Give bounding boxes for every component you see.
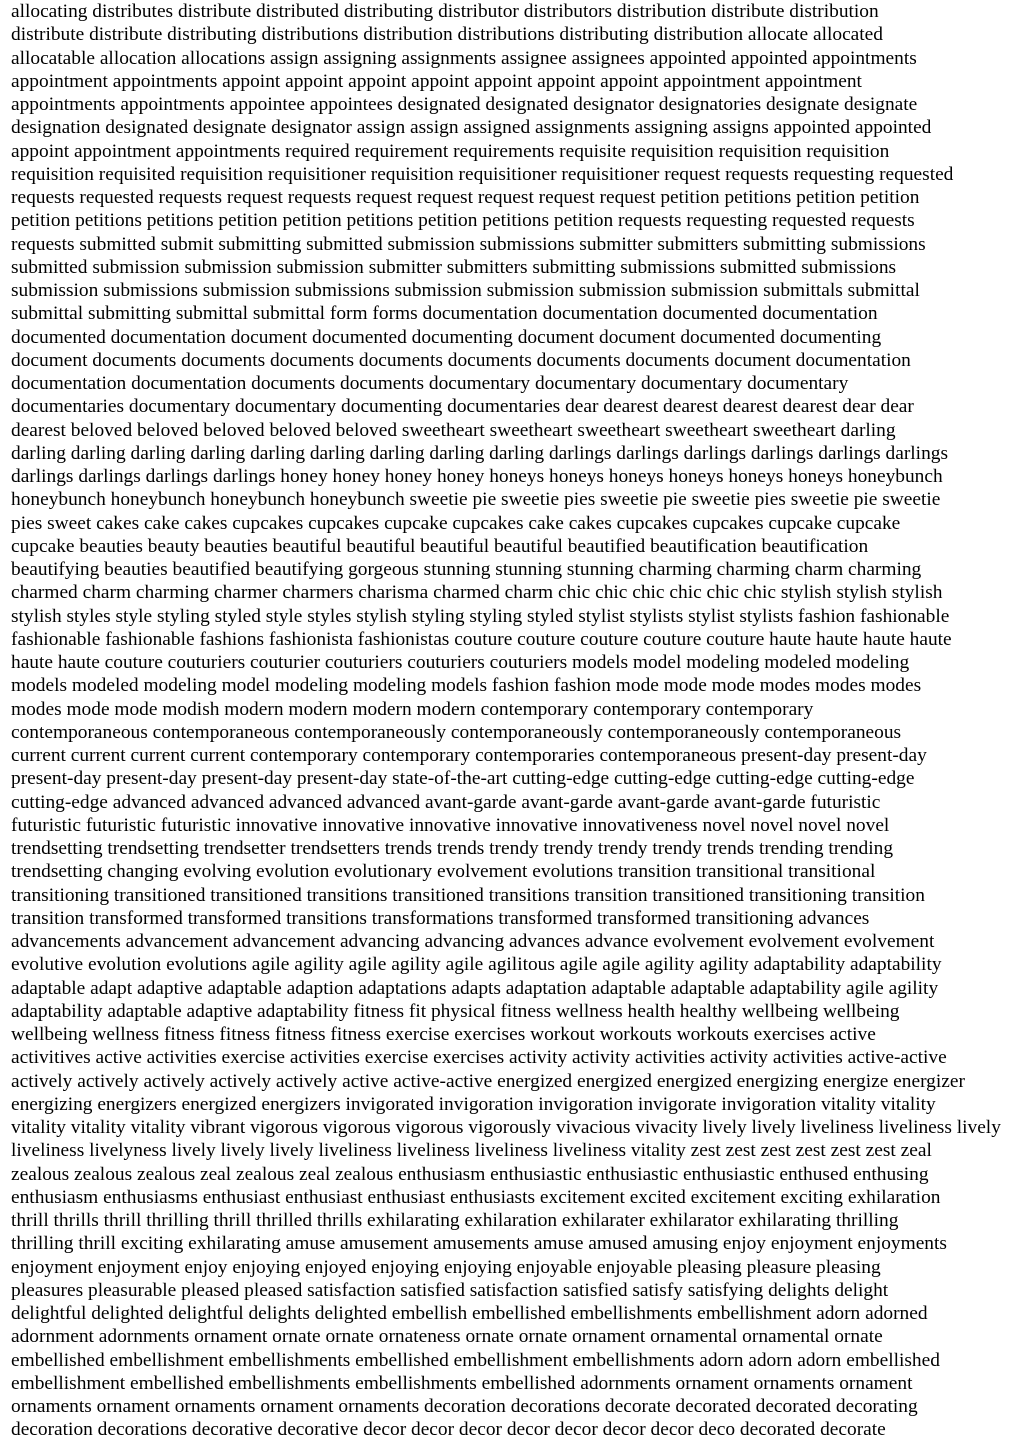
text-line: petition petitions petitions petition petition petitions petition petitions petition requests requesting requested requests bbox=[11, 210, 915, 232]
text-line: thrill thrills thrill thrilling thrill thrilled thrills exhilarating exhilaration exhilarater exhilarator exhilarating thrilling bbox=[11, 1210, 899, 1231]
text-line: adornment adornments ornament ornate ornate ornateness ornate ornate ornament ornamental ornamental ornate bbox=[11, 1326, 883, 1348]
text-line: designation designated designate designator assign assign assigned assignments assigning assigns appointed appointed bbox=[11, 117, 932, 139]
text-line: requisition requisited requisition requisitioner requisition requisitioner requisitioner request requests requesting requested bbox=[11, 163, 954, 185]
text-line: embellished embellishment embellishments embellished embellishment embellishments adorn adorn adorn embellished bbox=[11, 1349, 940, 1371]
text-line: enthusiasm enthusiasms enthusiast enthusiast enthusiast enthusiasts excitement excited excitement exciting exhilaration bbox=[11, 1186, 941, 1208]
text-line: decoration decorations decorative decorative decor decor decor decor decor decor decor deco decorated decorate bbox=[11, 1419, 886, 1441]
text-line: enjoyment enjoyment enjoy enjoying enjoyed enjoying enjoying enjoyable enjoyable pleasing pleasure pleasing bbox=[11, 1256, 881, 1278]
text-line: submittal submitting submittal submittal form forms documentation documentation documented documentation bbox=[11, 303, 878, 325]
text-line: trendsetting changing evolving evolution evolutionary evolvement evolutions transition transitional transitional bbox=[11, 861, 876, 883]
text-line: document documents documents documents documents documents documents documents document documentation bbox=[11, 349, 911, 371]
text-line: delightful delighted delightful delights delighted embellish embellished embellishments embellishment adorn adorned bbox=[11, 1303, 928, 1324]
text-line: fashionable fashionable fashions fashionista fashionistas couture couture couture couture couture haute haute haute haute bbox=[11, 628, 952, 650]
text-line: trendsetting trendsetting trendsetter trendsetters trends trends trendy trendy trendy trendy trends trending trending bbox=[11, 838, 894, 859]
text-line: actively actively actively actively actively active active-active energized energized energized energizing energize energizer bbox=[11, 1070, 965, 1092]
text-line: documentation documentation documents documents documentary documentary documentary documentary bbox=[11, 373, 849, 394]
text-line: appointments appointments appointee appointees designated designated designator designatories designate designate bbox=[11, 94, 918, 115]
text-line: submission submissions submission submissions submission submission submission submission submittals submittal bbox=[11, 280, 920, 301]
text-line: darling darling darling darling darling darling darling darling darling darlings darlings darlings darlings darlings darlings bbox=[11, 442, 949, 464]
text-line: haute haute couture couturiers couturier couturiers couturiers couturiers models model modeling modeled modeling bbox=[11, 652, 910, 673]
text-line: ornaments ornament ornaments ornament ornaments decoration decorations decorate decorated decorated decorating bbox=[11, 1396, 918, 1417]
text-line: thrilling thrill exciting exhilarating amuse amusement amusements amuse amused amusing enjoy enjoyment enjoyments bbox=[11, 1233, 947, 1255]
text-line: present-day present-day present-day present-day state-of-the-art cutting-edge cutting-edge cutting-edge cutting-edge bbox=[11, 768, 915, 790]
text-line: appoint appointment appointments required requirement requirements requisite requisition requisition requisition bbox=[11, 140, 890, 162]
text-line: documentaries documentary documentary documenting documentaries dear dearest dearest dearest dearest dear dear bbox=[11, 396, 914, 418]
text-line: dearest beloved beloved beloved beloved beloved sweetheart sweetheart sweetheart sweetheart sweetheart darling bbox=[11, 419, 896, 441]
text-line: stylish styles style styling styled style styles stylish styling styling styled stylist stylists stylist stylists fashion fashionable bbox=[11, 605, 950, 627]
text-line: pleasures pleasurable pleased pleased satisfaction satisfied satisfaction satisfied satisfy satisfying delights delight bbox=[11, 1279, 889, 1301]
text-line: darlings darlings darlings darlings honey honey honey honey honeys honeys honeys honeys honeys honeys honeybunch bbox=[11, 466, 943, 487]
text-line: honeybunch honeybunch honeybunch honeybunch sweetie pie sweetie pies sweetie pie sweetie pies sweetie pie sweetie bbox=[11, 489, 941, 511]
text-line: allocating distributes distribute distributed distributing distributor distributors distribution distribute distribution bbox=[11, 1, 879, 22]
text-line: zealous zealous zealous zeal zealous zeal zealous enthusiasm enthusiastic enthusiastic enthusiastic enthused enthusing bbox=[11, 1163, 929, 1185]
text-line: charmed charm charming charmer charmers charisma charmed charm chic chic chic chic chic chic stylish stylish stylish bbox=[11, 582, 943, 604]
text-line: adaptable adapt adaptive adaptable adaption adaptations adapts adaptation adaptable adaptable adaptability agile agility bbox=[11, 977, 939, 999]
text-line: requests requested requests request requests request request request request request petition petitions petition petition bbox=[11, 187, 920, 208]
text-line: requests submitted submit submitting submitted submission submissions submitter submitters submitting submissions bbox=[11, 233, 926, 255]
text-line: models modeled modeling model modeling modeling models fashion fashion mode mode mode modes modes modes bbox=[11, 675, 922, 697]
text-line: appointment appointments appoint appoint appoint appoint appoint appoint appoint appointment appointment bbox=[11, 70, 862, 92]
word-list-text bbox=[11, 0, 1018, 1442]
text-line: vitality vitality vitality vibrant vigorous vigorous vigorous vigorously vivacious vivacity lively lively liveliness liveliness lively bbox=[11, 1117, 1001, 1138]
text-line: activitives active activities exercise activities exercise exercises activity activity activities activity activities active-active bbox=[11, 1047, 947, 1069]
text-line: cupcake beauties beauty beauties beautiful beautiful beautiful beautiful beautified beautification beautification bbox=[11, 535, 869, 557]
text-line: allocatable allocation allocations assign assigning assignments assignee assignees appointed appointed appointments bbox=[11, 47, 917, 69]
text-line: embellishment embellished embellishments embellishments embellished adornments ornament ornaments ornament bbox=[11, 1372, 913, 1394]
text-line: liveliness livelyness lively lively lively liveliness liveliness liveliness liveliness vitality zest zest zest zest zest zest zeal bbox=[11, 1140, 932, 1162]
text-line: contemporaneous contemporaneous contemporaneously contemporaneously contemporaneously contemporaneous bbox=[11, 721, 902, 743]
text-line: submitted submission submission submission submitter submitters submitting submissions submitted submissions bbox=[11, 256, 897, 278]
text-line: current current current current contemporary contemporary contemporaries contemporaneous present-day present-day bbox=[11, 745, 927, 766]
text-line: distribute distribute distributing distributions distribution distributions distributing distribution allocate allocated bbox=[11, 24, 883, 46]
text-line: evolutive evolution evolutions agile agility agile agility agile agilitous agile agile agility agility adaptability adaptability bbox=[11, 954, 942, 976]
text-line: documented documentation document documented documenting document document documented documenting bbox=[11, 326, 882, 348]
text-line: energizing energizers energized energizers invigorated invigoration invigoration invigorate invigoration vitality vitality bbox=[11, 1093, 936, 1115]
text-line: advancements advancement advancement advancing advancing advances advance evolvement evolvement evolvement bbox=[11, 931, 935, 952]
text-line: modes mode mode modish modern modern modern modern contemporary contemporary contemporary bbox=[11, 698, 814, 720]
text-line: adaptability adaptable adaptive adaptability fitness fit physical fitness wellness health healthy wellbeing wellbeing bbox=[11, 1000, 900, 1022]
text-line: wellbeing wellness fitness fitness fitness fitness exercise exercises workout workouts workouts exercises active bbox=[11, 1024, 876, 1045]
text-line: transition transformed transformed transitions transformations transformed transformed transitioning advances bbox=[11, 907, 870, 929]
text-line: cutting-edge advanced advanced advanced advanced avant-garde avant-garde avant-garde avant-garde futuristic bbox=[11, 791, 881, 813]
text-line: futuristic futuristic futuristic innovative innovative innovative innovative innovativeness novel novel novel novel bbox=[11, 814, 890, 836]
text-line: beautifying beauties beautified beautifying gorgeous stunning stunning stunning charming charming charm charming bbox=[11, 559, 922, 580]
text-line: pies sweet cakes cake cakes cupcakes cupcakes cupcake cupcakes cake cakes cupcakes cupcakes cupcake cupcake bbox=[11, 512, 901, 534]
text-line: transitioning transitioned transitioned transitions transitioned transitions transition transitioned transitioning transition bbox=[11, 884, 925, 906]
